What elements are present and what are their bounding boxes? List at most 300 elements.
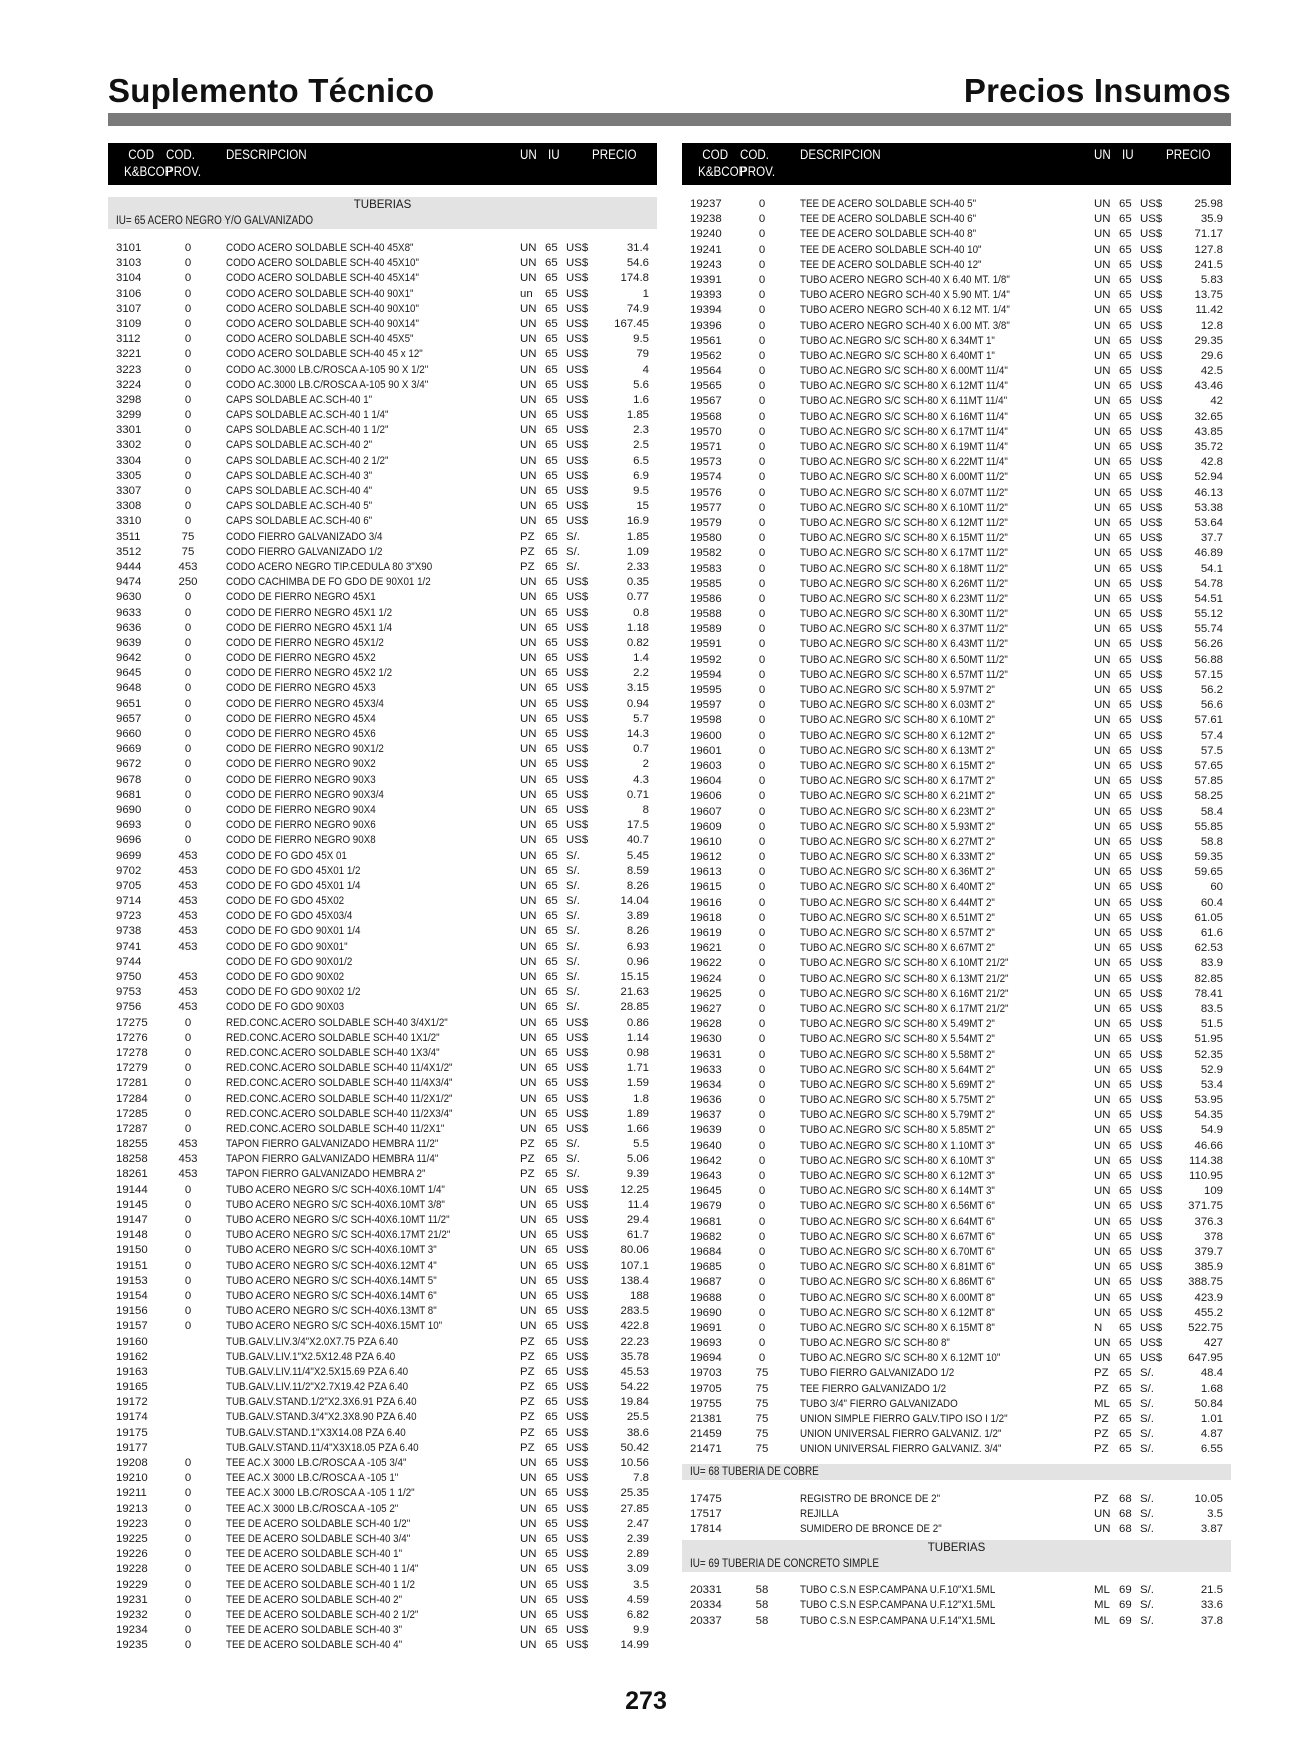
currency-cell: S/. xyxy=(1140,1382,1154,1395)
prov-cell: 0 xyxy=(184,591,192,604)
prov-cell: 0 xyxy=(758,1230,766,1243)
prov-cell: 0 xyxy=(758,1291,766,1304)
prov-cell: 0 xyxy=(758,744,766,757)
price-cell: 54.35 xyxy=(1194,1109,1223,1122)
cod-cell: 9681 xyxy=(116,788,142,801)
cod-cell: 9474 xyxy=(116,576,142,589)
desc-cell: TUBO AC.NEGRO S/C SCH-80 X 6.40MT 2" xyxy=(800,881,995,894)
table-row xyxy=(108,1532,657,1547)
currency-cell: US$ xyxy=(566,500,589,513)
price-cell: 1.4 xyxy=(633,652,649,665)
un-cell: UN xyxy=(520,1244,537,1257)
currency-cell: US$ xyxy=(1140,410,1163,423)
cod-cell: 19165 xyxy=(116,1381,148,1394)
table-row xyxy=(108,1289,657,1304)
desc-cell: TUBO AC.NEGRO S/C SCH-80 X 6.43MT 11/2" xyxy=(800,638,1008,651)
price-cell: 80.06 xyxy=(620,1244,649,1257)
currency-cell: US$ xyxy=(1140,319,1163,332)
cod-cell: 19172 xyxy=(116,1396,148,1409)
desc-cell: TUBO AC.NEGRO S/C SCH-80 X 5.85MT 2" xyxy=(800,1124,995,1137)
desc-cell: CODO DE FIERRO NEGRO 90X8 xyxy=(226,834,376,847)
currency-cell: S/. xyxy=(1140,1428,1154,1441)
iu-cell: 65 xyxy=(1119,1094,1132,1107)
un-cell: UN xyxy=(1094,1185,1111,1198)
desc-cell: CODO DE FIERRO NEGRO 45X6 xyxy=(226,728,376,740)
currency-cell: US$ xyxy=(566,758,589,771)
currency-cell: US$ xyxy=(566,1548,589,1561)
un-cell: PZ xyxy=(520,1426,535,1439)
currency-cell: US$ xyxy=(566,1411,589,1424)
currency-cell: US$ xyxy=(1140,213,1163,226)
un-cell: UN xyxy=(1094,805,1111,818)
cod-cell: 19606 xyxy=(690,790,722,803)
prov-cell: 0 xyxy=(184,1563,192,1576)
currency-cell: US$ xyxy=(566,1107,589,1120)
desc-cell: TEE DE ACERO SOLDABLE SCH-40 4" xyxy=(226,1639,403,1652)
price-cell: 241.5 xyxy=(1194,258,1223,271)
prov-cell: 0 xyxy=(184,1472,192,1485)
price-cell: 15 xyxy=(636,500,649,513)
desc-cell: TUBO AC.NEGRO S/C SCH-80 X 6.64MT 6" xyxy=(800,1215,995,1228)
un-cell: ML xyxy=(1094,1614,1110,1627)
iu-cell: 65 xyxy=(545,940,558,953)
currency-cell: US$ xyxy=(566,1274,589,1287)
cod-cell: 3310 xyxy=(116,515,142,528)
un-cell: UN xyxy=(1094,957,1111,970)
currency-cell: US$ xyxy=(566,1639,589,1652)
un-cell: UN xyxy=(520,971,537,983)
price-cell: 4.59 xyxy=(626,1593,649,1606)
section-title: TUBERIAS xyxy=(927,1542,986,1555)
price-cell: 1.18 xyxy=(626,621,649,634)
iu-cell: 65 xyxy=(1119,1352,1132,1365)
un-cell: UN xyxy=(520,515,537,528)
un-cell: UN xyxy=(1094,942,1111,955)
un-cell: UN xyxy=(1094,395,1111,408)
cod-cell: 9444 xyxy=(116,560,142,573)
currency-cell: US$ xyxy=(1140,1261,1163,1274)
table-row xyxy=(108,256,657,271)
un-cell: UN xyxy=(520,257,537,270)
iu-cell: 65 xyxy=(545,1457,558,1469)
desc-cell: CODO FIERRO GALVANIZADO 1/2 xyxy=(226,545,383,558)
prov-cell: 0 xyxy=(184,773,192,786)
desc-cell: CODO ACERO SOLDABLE SCH-40 90X10" xyxy=(226,302,419,315)
un-cell: PZ xyxy=(520,1396,535,1409)
price-cell: 379.7 xyxy=(1194,1245,1223,1258)
desc-cell: CODO DE FO GDO 45X03/4 xyxy=(226,910,353,923)
desc-cell: CODO DE FIERRO NEGRO 45X1 1/4 xyxy=(226,621,393,634)
un-cell: UN xyxy=(1094,927,1111,939)
desc-cell: TUBO ACERO NEGRO S/C SCH-40X6.10MT 1/4" xyxy=(226,1183,445,1196)
desc-cell: TUBO AC.NEGRO S/C SCH-80 X 6.36MT 2" xyxy=(800,866,995,879)
section-label: IU= 68 TUBERIA DE COBRE xyxy=(690,1465,819,1478)
un-cell: UN xyxy=(1094,1124,1111,1137)
cod-cell: 19643 xyxy=(690,1170,722,1182)
prov-cell: 0 xyxy=(758,516,766,529)
un-cell: PZ xyxy=(520,1441,535,1454)
table-row xyxy=(682,273,1231,288)
desc-cell: CODO DE FIERRO NEGRO 45X2 1/2 xyxy=(226,667,393,680)
currency-cell: US$ xyxy=(1140,866,1163,879)
cod-cell: 9669 xyxy=(116,743,142,756)
desc-cell: TUBO ACERO NEGRO S/C SCH-40X6.10MT 3" xyxy=(226,1244,437,1257)
desc-cell: TUBO AC.NEGRO S/C SCH-80 X 6.14MT 3" xyxy=(800,1185,995,1198)
table-row xyxy=(108,742,657,757)
desc-cell: TAPON FIERRO GALVANIZADO HEMBRA 11/4" xyxy=(226,1153,439,1166)
desc-cell: TUBO AC.NEGRO S/C SCH-80 X 6.67MT 6" xyxy=(800,1230,995,1243)
cod-cell: 19561 xyxy=(690,334,722,347)
price-cell: 58.25 xyxy=(1194,790,1223,803)
table-row xyxy=(108,514,657,529)
desc-cell: TUBO ACERO NEGRO SCH-40 X 6.00 MT. 3/8" xyxy=(800,319,1010,332)
table-row xyxy=(682,1442,1231,1457)
desc-cell: TUBO AC.NEGRO S/C SCH-80 X 6.23MT 11/2" xyxy=(800,592,1008,605)
price-cell: 5.5 xyxy=(633,1138,649,1151)
price-cell: 45.53 xyxy=(620,1365,649,1378)
prov-cell: 0 xyxy=(184,1274,192,1287)
table-row xyxy=(682,1184,1231,1199)
cod-cell: 19627 xyxy=(690,1002,722,1015)
iu-cell: 65 xyxy=(545,803,558,816)
desc-cell: TUBO AC.NEGRO S/C SCH-80 X 6.15MT 11/2" xyxy=(800,532,1008,545)
cod-cell: 19591 xyxy=(690,638,722,651)
desc-cell: CODO DE FO GDO 90X02 xyxy=(226,971,345,983)
currency-cell: US$ xyxy=(566,469,589,482)
cod-cell: 19223 xyxy=(116,1517,148,1530)
price-cell: 4 xyxy=(642,363,649,376)
table-row xyxy=(682,501,1231,516)
desc-cell: TEE DE ACERO SOLDABLE SCH-40 2" xyxy=(226,1593,403,1606)
table-row xyxy=(108,1471,657,1486)
iu-cell: 65 xyxy=(545,1639,558,1652)
table-row xyxy=(682,1583,1231,1598)
desc-cell: TUBO ACERO NEGRO S/C SCH-40X6.15MT 10" xyxy=(226,1320,443,1333)
iu-cell: 65 xyxy=(1119,198,1132,210)
price-cell: 422.8 xyxy=(620,1320,649,1333)
prov-cell: 0 xyxy=(184,1183,192,1196)
price-cell: 61.6 xyxy=(1200,927,1223,939)
un-cell: UN xyxy=(520,834,537,847)
price-cell: 42 xyxy=(1210,395,1223,408)
currency-cell: US$ xyxy=(566,1016,589,1029)
table-row xyxy=(108,757,657,772)
left-price-table xyxy=(108,143,657,1653)
price-cell: 54.78 xyxy=(1194,577,1223,590)
iu-cell: 65 xyxy=(1119,927,1132,939)
prov-cell: 0 xyxy=(758,562,766,575)
price-cell: 283.5 xyxy=(620,1305,649,1318)
un-cell: UN xyxy=(520,728,537,740)
section-label: IU= 69 TUBERIA DE CONCRETO SIMPLE xyxy=(690,1558,879,1571)
un-cell: UN xyxy=(520,910,537,923)
price-cell: 56.6 xyxy=(1200,699,1223,712)
currency-cell: US$ xyxy=(566,1608,589,1621)
table-row xyxy=(108,1016,657,1031)
prov-cell: 0 xyxy=(184,1502,192,1515)
cod-cell: 19588 xyxy=(690,608,722,621)
currency-cell: US$ xyxy=(1140,258,1163,271)
cod-cell: 9660 xyxy=(116,728,142,740)
un-cell: UN xyxy=(1094,653,1111,666)
cod-cell: 19682 xyxy=(690,1230,722,1243)
prov-cell: 0 xyxy=(184,652,192,665)
prov-cell: 0 xyxy=(758,410,766,423)
un-cell: UN xyxy=(1094,258,1111,271)
table-row xyxy=(682,805,1231,820)
table-row xyxy=(108,1092,657,1107)
cod-cell: 19594 xyxy=(690,668,722,681)
table-row xyxy=(108,1350,657,1365)
un-cell: UN xyxy=(1094,532,1111,545)
un-cell: UN xyxy=(1094,987,1111,1000)
currency-cell: US$ xyxy=(566,1183,589,1196)
currency-cell: US$ xyxy=(1140,668,1163,681)
price-cell: 0.7 xyxy=(633,743,649,756)
cod-cell: 21471 xyxy=(690,1443,722,1456)
price-cell: 114.38 xyxy=(1189,1154,1223,1167)
cod-cell: 9648 xyxy=(116,682,142,695)
currency-cell: S/. xyxy=(566,910,580,923)
prov-cell: 0 xyxy=(184,1016,192,1029)
prov-cell: 0 xyxy=(758,1321,766,1334)
prov-cell: 453 xyxy=(178,560,198,573)
currency-cell: US$ xyxy=(1140,1124,1163,1137)
un-cell: PZ xyxy=(520,1350,535,1363)
un-cell: UN xyxy=(520,712,537,725)
un-cell: UN xyxy=(1094,1063,1111,1076)
desc-cell: RED.CONC.ACERO SOLDABLE SCH-40 11/2X1/2" xyxy=(226,1092,453,1105)
price-cell: 56.26 xyxy=(1194,638,1223,651)
iu-cell: 65 xyxy=(545,1381,558,1394)
price-cell: 8.26 xyxy=(626,925,649,938)
price-cell: 5.83 xyxy=(1200,273,1223,286)
un-cell: UN xyxy=(1094,1033,1111,1046)
prov-cell: 0 xyxy=(184,1198,192,1211)
un-cell: UN xyxy=(520,621,537,634)
cod-cell: 19231 xyxy=(116,1593,148,1606)
table-row xyxy=(682,972,1231,987)
table-row xyxy=(108,788,657,803)
cod-cell: 3298 xyxy=(116,393,142,406)
price-cell: 174.8 xyxy=(620,272,649,285)
desc-cell: TEE DE ACERO SOLDABLE SCH-40 2 1/2" xyxy=(226,1608,419,1621)
cod-cell: 19211 xyxy=(116,1487,147,1500)
currency-cell: US$ xyxy=(1140,516,1163,529)
price-cell: 16.9 xyxy=(626,515,649,528)
price-cell: 59.65 xyxy=(1194,866,1223,879)
iu-cell: 65 xyxy=(1119,441,1132,453)
currency-cell: US$ xyxy=(566,1077,589,1090)
prov-cell: 0 xyxy=(758,1245,766,1258)
prov-cell: 0 xyxy=(758,729,766,742)
cod-cell: 19645 xyxy=(690,1185,722,1198)
un-cell: UN xyxy=(1094,1018,1111,1031)
iu-cell: 65 xyxy=(545,1001,558,1014)
currency-cell: US$ xyxy=(566,272,589,285)
prov-cell: 75 xyxy=(755,1397,769,1410)
table-row xyxy=(108,1562,657,1577)
table-row xyxy=(108,803,657,818)
un-cell: UN xyxy=(520,1608,537,1621)
table-row xyxy=(108,423,657,438)
desc-cell: TUBO FIERRO GALVANIZADO 1/2 xyxy=(800,1367,955,1380)
prov-cell: 0 xyxy=(758,714,766,727)
un-cell: N xyxy=(1094,1321,1103,1334)
table-row xyxy=(108,1547,657,1562)
table-row xyxy=(682,1199,1231,1214)
un-cell: UN xyxy=(1094,759,1111,772)
cod-cell: 19639 xyxy=(690,1124,722,1137)
prov-cell: 453 xyxy=(178,910,198,923)
currency-cell: US$ xyxy=(566,1472,589,1485)
prov-cell: 0 xyxy=(758,213,766,226)
price-cell: 51.95 xyxy=(1194,1033,1223,1046)
cod-cell: 19213 xyxy=(116,1502,148,1515)
prov-cell: 0 xyxy=(184,621,192,634)
un-cell: UN xyxy=(1094,516,1111,529)
section-title: TUBERIAS xyxy=(353,199,412,211)
table-row xyxy=(108,1319,657,1334)
cod-cell: 19240 xyxy=(690,228,722,241)
cod-cell: 19621 xyxy=(690,942,722,955)
un-cell: PZ xyxy=(520,1153,535,1166)
un-cell: UN xyxy=(1094,744,1111,757)
prov-cell: 0 xyxy=(184,485,192,497)
table-row xyxy=(682,1336,1231,1351)
price-cell: 56.88 xyxy=(1194,653,1223,666)
price-cell: 0.86 xyxy=(626,1016,649,1029)
cod-cell: 19642 xyxy=(690,1154,722,1167)
cod-cell: 19624 xyxy=(690,972,722,985)
un-cell: PZ xyxy=(520,1335,535,1348)
desc-cell: TUBO AC.NEGRO S/C SCH-80 X 6.16MT 21/2" xyxy=(800,987,1009,1000)
desc-cell: TUBO AC.NEGRO S/C SCH-80 X 6.15MT 2" xyxy=(800,759,995,772)
un-cell: PZ xyxy=(520,560,535,573)
table-row xyxy=(682,1108,1231,1123)
desc-cell: TUBO AC.NEGRO S/C SCH-80 X 5.58MT 2" xyxy=(800,1048,995,1061)
currency-cell: US$ xyxy=(1140,608,1163,621)
cod-cell: 19234 xyxy=(116,1624,148,1637)
desc-cell: TUBO AC.NEGRO S/C SCH-80 X 5.75MT 2" xyxy=(800,1094,995,1107)
prov-cell: 0 xyxy=(184,788,192,801)
prov-cell: 0 xyxy=(758,1154,766,1167)
iu-cell: 65 xyxy=(545,1153,558,1166)
prov-cell: 0 xyxy=(184,1487,192,1500)
cod-cell: 19576 xyxy=(690,486,722,499)
table-row xyxy=(108,940,657,955)
table-row xyxy=(108,484,657,499)
price-cell: 54.6 xyxy=(626,257,649,270)
price-cell: 167.45 xyxy=(614,317,649,330)
cod-cell: 19573 xyxy=(690,456,722,469)
un-cell: UN xyxy=(520,1122,537,1135)
table-row xyxy=(108,1122,657,1137)
iu-cell: 65 xyxy=(545,834,558,847)
iu-cell: 65 xyxy=(545,469,558,482)
table-row xyxy=(682,668,1231,683)
prov-cell: 0 xyxy=(184,1457,192,1469)
price-cell: 53.95 xyxy=(1194,1094,1223,1107)
table-row xyxy=(108,955,657,970)
iu-cell: 65 xyxy=(1119,805,1132,818)
iu-cell: 65 xyxy=(1119,957,1132,970)
table-row xyxy=(108,1486,657,1501)
section-header xyxy=(682,1540,1231,1572)
iu-cell: 65 xyxy=(545,454,558,467)
price-cell: 8 xyxy=(642,803,649,816)
cod-cell: 9678 xyxy=(116,773,142,786)
prov-cell: 0 xyxy=(184,1122,192,1135)
currency-cell: US$ xyxy=(566,1532,589,1545)
prov-cell: 0 xyxy=(184,803,192,816)
currency-cell: US$ xyxy=(1140,1215,1163,1228)
table-row xyxy=(108,1365,657,1380)
un-cell: UN xyxy=(520,1016,537,1029)
un-cell: UN xyxy=(1094,198,1111,210)
iu-cell: 65 xyxy=(545,591,558,604)
currency-cell: US$ xyxy=(1140,927,1163,939)
currency-cell: US$ xyxy=(566,712,589,725)
price-cell: 46.89 xyxy=(1194,547,1223,560)
currency-cell: US$ xyxy=(1140,699,1163,712)
table-row xyxy=(682,1154,1231,1169)
price-cell: 138.4 xyxy=(620,1274,649,1287)
currency-cell: US$ xyxy=(566,1244,589,1257)
table-row xyxy=(682,1598,1231,1613)
cod-cell: 19151 xyxy=(116,1259,148,1272)
un-cell: UN xyxy=(1094,866,1111,879)
table-row xyxy=(682,303,1231,318)
prov-cell: 453 xyxy=(178,849,198,862)
currency-cell: US$ xyxy=(1140,851,1163,864)
desc-cell: TUBO C.S.N ESP.CAMPANA U.F.12"X1.5ML xyxy=(800,1599,996,1612)
prov-cell: 0 xyxy=(758,592,766,605)
price-cell: 37.7 xyxy=(1200,532,1223,545)
prov-cell: 0 xyxy=(184,257,192,270)
price-cell: 6.82 xyxy=(626,1608,649,1621)
un-cell: UN xyxy=(1094,608,1111,621)
prov-cell: 0 xyxy=(758,805,766,818)
desc-cell: TUBO AC.NEGRO S/C SCH-80 X 6.18MT 11/2" xyxy=(800,562,1008,575)
price-cell: 376.3 xyxy=(1194,1215,1223,1228)
prov-cell: 0 xyxy=(758,759,766,772)
cod-cell: 9642 xyxy=(116,652,142,665)
currency-cell: US$ xyxy=(1140,881,1163,894)
desc-cell: CODO DE FO GDO 90X03 xyxy=(226,1001,345,1014)
desc-cell: CODO DE FIERRO NEGRO 45X4 xyxy=(226,712,376,725)
desc-cell: CODO DE FIERRO NEGRO 90X3/4 xyxy=(226,788,384,801)
currency-cell: US$ xyxy=(566,1229,589,1242)
iu-cell: 65 xyxy=(545,636,558,649)
iu-cell: 65 xyxy=(1119,714,1132,727)
cod-cell: 19630 xyxy=(690,1033,722,1046)
desc-cell: TUBO AC.NEGRO S/C SCH-80 X 6.00MT 11/2" xyxy=(800,471,1008,484)
cod-cell: 19148 xyxy=(116,1229,148,1242)
iu-cell: 65 xyxy=(545,1274,558,1287)
price-cell: 57.5 xyxy=(1200,744,1223,757)
currency-cell: US$ xyxy=(566,1062,589,1075)
un-cell: UN xyxy=(1094,638,1111,651)
prov-cell: 0 xyxy=(758,1002,766,1015)
prov-cell: 0 xyxy=(184,317,192,330)
desc-cell: CODO ACERO SOLDABLE SCH-40 45X8" xyxy=(226,242,414,254)
table-row xyxy=(682,258,1231,273)
desc-cell: CODO FIERRO GALVANIZADO 3/4 xyxy=(226,530,383,543)
desc-cell: TEE DE ACERO SOLDABLE SCH-40 6" xyxy=(800,213,977,226)
currency-cell: US$ xyxy=(566,697,589,710)
table-row xyxy=(108,241,657,256)
